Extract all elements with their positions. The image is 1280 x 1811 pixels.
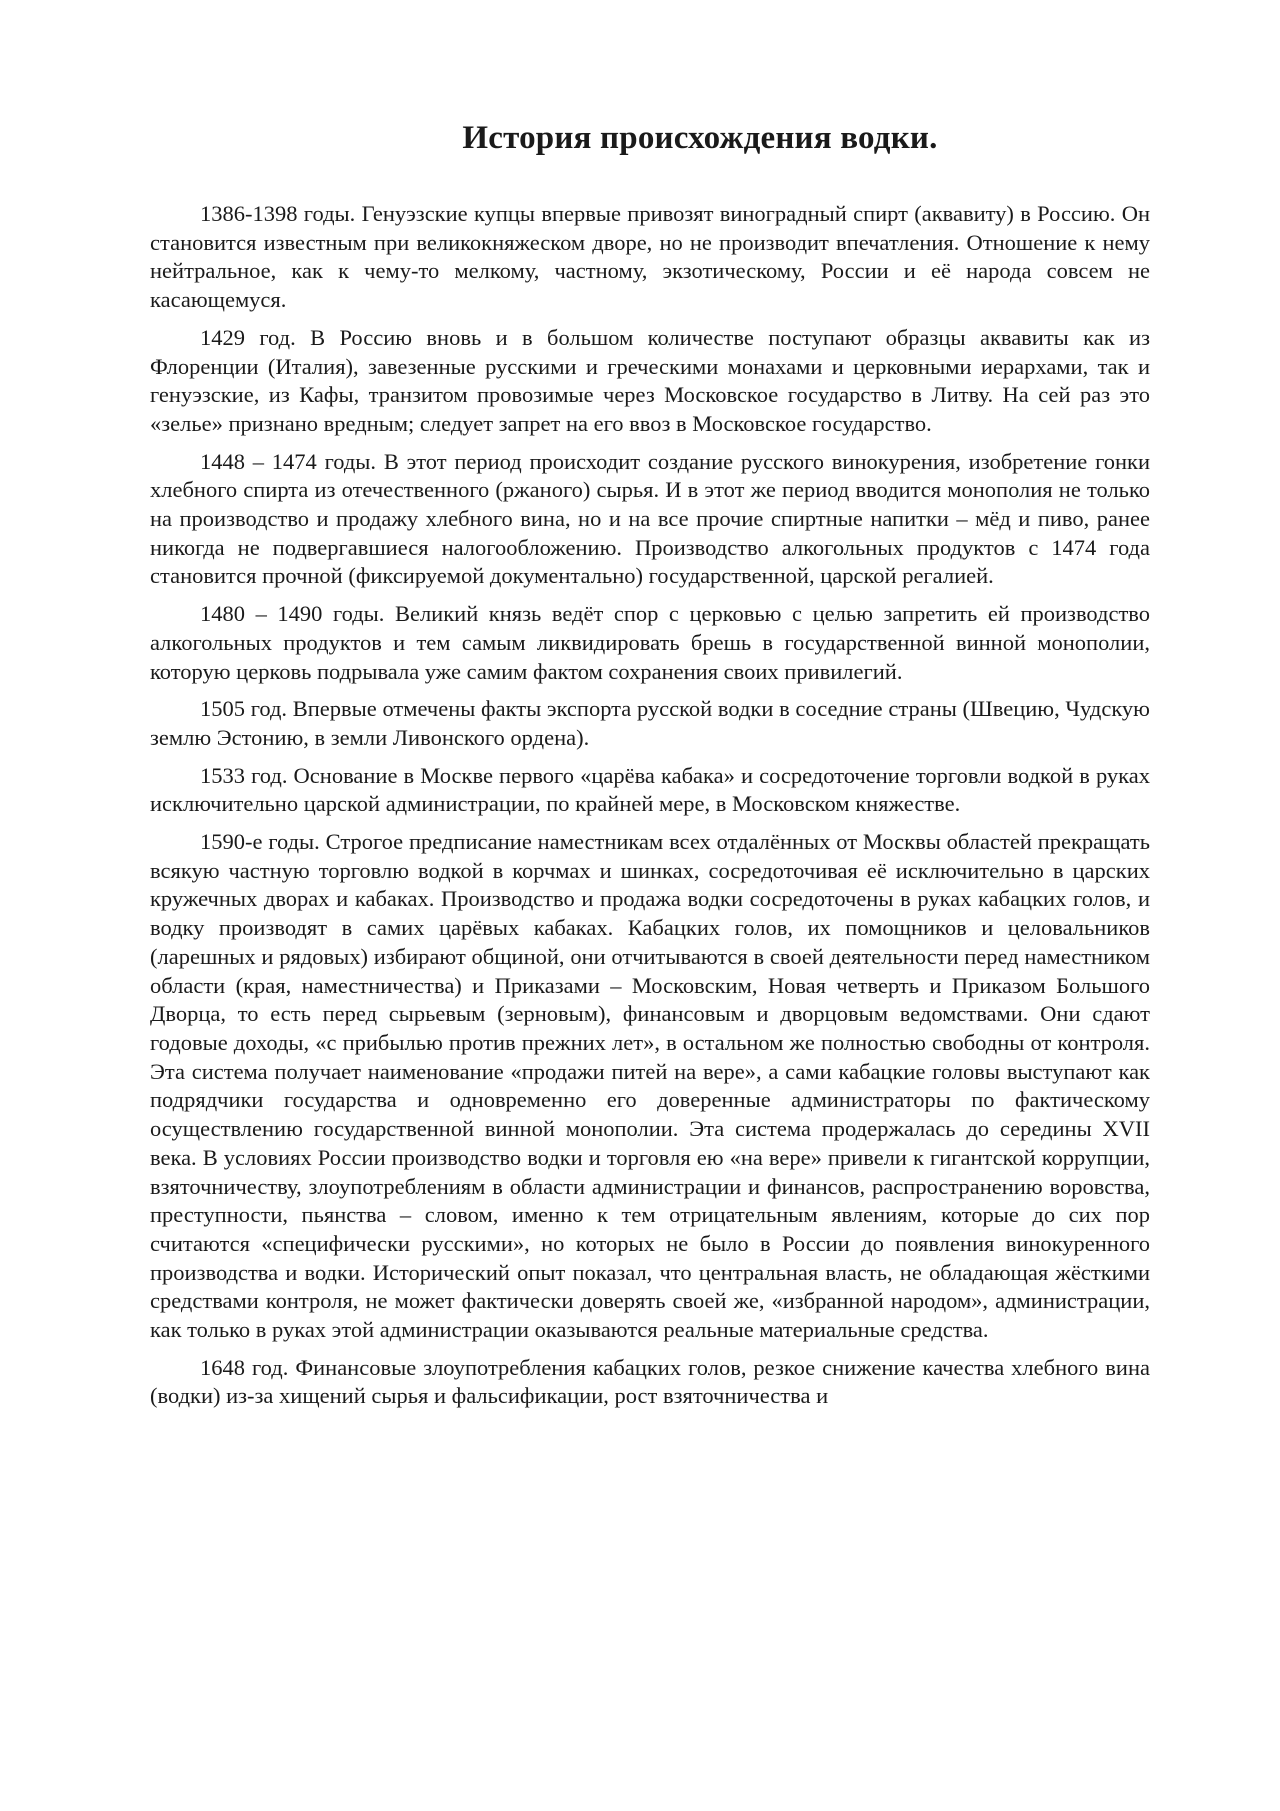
document-body xyxy=(150,200,1150,1411)
paragraph-1590s: 1590-е годы. Строгое предписание наместникам всех отдалённых от Москвы областей прекращать всякую частную торговлю водкой в корчмах и шинках, сосредоточивая её исключительно в царских кружечных дворах и кабаках. Производство и продажа водки сосредоточены в руках кабацких голов, и водку производят в самих царёвых кабаках. Кабацких голов, их помощников и целовальников (ларешных и рядовых) избирают общиной, они отчитываются в своей деятельности перед наместником области (края, наместничества) и Приказами – Московским, Новая четверть и Приказом Большого Дворца, то есть перед сырьевым (зерновым), финансовым и дворцовым ведомствами. Они сдают годовые доходы, «с прибылью против прежних лет», в остальном же полностью свободны от контроля. Эта система получает наименование «продажи питей на вере», а сами кабацкие головы выступают как подрядчики государства и одновременно его доверенные администраторы по фактическому осуществлению государственной винной монополии. Эта система продержалась до середины XVII века. В условиях России производство водки и торговля ею «на вере» привели к гигантской коррупции, взяточничеству, злоупотреблениям в области администрации и финансов, распространению воровства, преступности, пьянства – словом, именно к тем отрицательным явлениям, которые до сих пор считаются «специфически русскими», но которых не было в России до появления винокуренного производства и водки. Исторический опыт показал, что центральная власть, не обладающая жёсткими средствами контроля, не может фактически доверять своей же, «избранной народом», администрации, как только в руках этой администрации оказываются реальные материальные средства. xyxy=(150,829,1150,1343)
paragraph-1505: 1505 год. Впервые отмечены факты экспорта русской водки в соседние страны (Швецию, Чудскую землю Эстонию, в земли Ливонского ордена). xyxy=(150,696,1150,750)
page-title: История происхождения водки. xyxy=(462,120,938,156)
paragraph-1429: 1429 год. В Россию вновь и в большом количестве поступают образцы аквавиты как из Флоренции (Италия), завезенные русскими и греческими монахами и церковными иерархами, так и генуэзские, из Кафы, транзитом провозимые через Московское государство в Литву. На сей раз это «зелье» признано вредным; следует запрет на его ввоз в Московское государство. xyxy=(150,324,1150,436)
paragraph-1386: 1386-1398 годы. Генуэзские купцы впервые привозят виноградный спирт (аквавиту) в Россию. Он становится известным при великокняжеском дворе, но не производит впечатления. Отношение к нему нейтральное, как к чему-то мелкому, частному, экзотическому, России и её народа совсем не касающемуся. xyxy=(150,201,1150,313)
paragraph-1448: 1448 – 1474 годы. В этот период происходит создание русского винокурения, изобретение гонки хлебного спирта из отечественного (ржаного) сырья. И в этот же период вводится монополия не только на производство и продажу хлебного вина, но и на все прочие спиртные напитки – мёд и пиво, ранее никогда не подвергавшиеся налогообложению. Производство алкогольных продуктов с 1474 года становится прочной (фиксируемой документально) государственной, царской регалией. xyxy=(150,448,1150,589)
paragraph-1480: 1480 – 1490 годы. Великий князь ведёт спор с церковью с целью запретить ей производство алкогольных продуктов и тем самым ликвидировать брешь в государственной винной монополии, которую церковь подрывала уже самим фактом сохранения своих привилегий. xyxy=(150,601,1150,684)
document-page xyxy=(150,118,1150,1420)
paragraph-1533: 1533 год. Основание в Москве первого «царёва кабака» и сосредоточение торговли водкой в руках исключительно царской администрации, по крайней мере, в Московском княжестве. xyxy=(150,762,1150,817)
paragraph-1648: 1648 год. Финансовые злоупотребления кабацких голов, резкое снижение качества хлебного вина (водки) из-за хищений сырья и фальсификации, рост взяточничества и xyxy=(150,1354,1150,1409)
